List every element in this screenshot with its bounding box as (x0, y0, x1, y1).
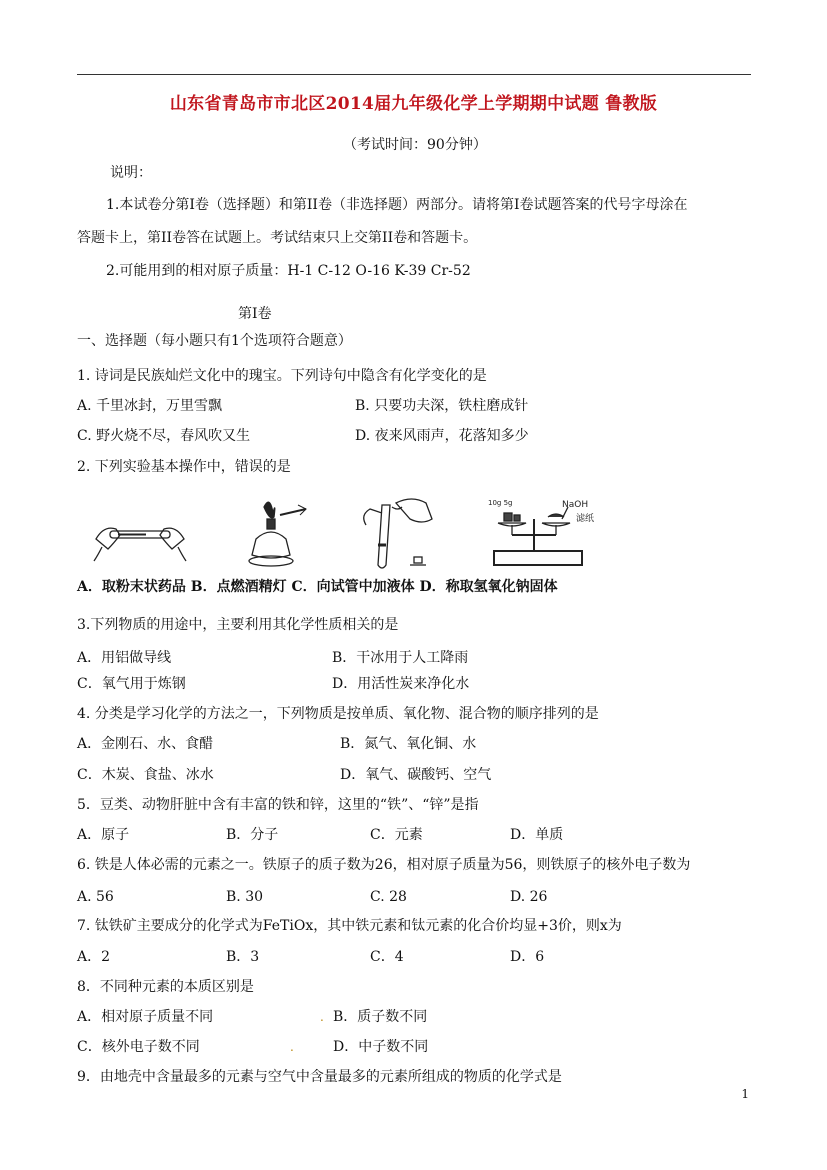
q8-option-d: D．中子数不同 (333, 1039, 429, 1055)
filter-paper-label: 滤纸 (576, 514, 595, 524)
document-title: 山东省青岛市市北区2014届九年级化学上学期期中试题 鲁教版 (169, 94, 658, 114)
question-7-stem: 7. 钛铁矿主要成分的化学式为FeTiOx，其中铁元素和钛元素的化合价均显+3价，则x为 (77, 918, 622, 934)
q7-option-a: A．2 (77, 949, 111, 965)
question-3-stem: 3.下列物质的用途中，主要利用其化学性质相关的是 (77, 617, 399, 633)
stray-mark: . (290, 1040, 294, 1054)
stray-mark: . (320, 1010, 324, 1024)
naoh-label: NaOH (562, 500, 589, 510)
q4-option-a: A．金刚石、水、食醋 (77, 736, 214, 752)
question-4-stem: 4. 分类是学习化学的方法之一，下列物质是按单质、氧化物、混合物的顺序排列的是 (77, 706, 599, 722)
q3-option-b: B．干冰用于人工降雨 (332, 650, 469, 666)
q7-option-c: C．4 (370, 949, 404, 965)
q8-option-c: C．核外电子数不同 (77, 1039, 200, 1055)
q4-option-c: C．木炭、食盐、冰水 (77, 767, 214, 783)
q4-option-b: B．氮气、氧化铜、水 (340, 736, 477, 752)
q6-option-b: B. 30 (226, 889, 264, 905)
q8-option-a: A．相对原子质量不同 (77, 1009, 214, 1025)
q5-option-a: A．原子 (77, 827, 130, 843)
q4-option-d: D．氧气、碳酸钙、空气 (340, 767, 492, 783)
question-8-stem: 8．不同种元素的本质区别是 (77, 979, 254, 995)
header-rule (77, 74, 751, 75)
q7-option-d: D．6 (510, 949, 545, 965)
instruction-2: 2.可能用到的相对原子质量：H-1 C-12 O-16 K-39 Cr-52 (106, 263, 471, 279)
test-tube-pouring-figure (352, 495, 442, 573)
section-heading: 一、选择题（每小题只有1个选项符合题意） (77, 333, 352, 349)
instructions-label: 说明： (110, 165, 152, 181)
q5-option-d: D．单质 (510, 827, 564, 843)
question-6-stem: 6. 铁是人体必需的元素之一。铁原子的质子数为26，相对原子质量为56，则铁原子的核外电子数为 (77, 857, 691, 873)
q7-option-b: B．3 (226, 949, 260, 965)
weights-label: 10g 5g (488, 499, 513, 507)
powder-sampling-figure (90, 495, 190, 573)
question-5-stem: 5．豆类、动物肝脏中含有丰富的铁和锌，这里的“铁”、“锌”是指 (77, 797, 479, 813)
balance-weighing-figure (484, 495, 604, 573)
q1-option-c: C. 野火烧不尽，春风吹又生 (77, 428, 251, 444)
q3-option-d: D．用活性炭来净化水 (332, 676, 470, 692)
q3-option-a: A．用铝做导线 (77, 650, 172, 666)
question-1-stem: 1. 诗词是民族灿烂文化中的瑰宝。下列诗句中隐含有化学变化的是 (77, 368, 487, 384)
alcohol-lamp-figure (240, 495, 310, 573)
part-heading: 第Ⅰ卷 (238, 306, 272, 322)
q6-option-d: D. 26 (510, 889, 548, 905)
q1-option-d: D. 夜来风雨声，花落知多少 (355, 428, 529, 444)
q6-option-a: A. 56 (77, 889, 114, 905)
q6-option-c: C. 28 (370, 889, 407, 905)
q3-option-c: C．氧气用于炼钢 (77, 676, 186, 692)
instruction-1: 1.本试卷分第Ⅰ卷（选择题）和第II卷（非选择题）两部分。请将第Ⅰ卷试题答案的代号字母涂在 (106, 197, 688, 213)
q1-option-a: A. 千里冰封，万里雪飘 (77, 398, 223, 414)
q5-option-b: B．分子 (226, 827, 279, 843)
instruction-1-cont: 答题卡上，第II卷答在试题上。考试结束只上交第II卷和答题卡。 (77, 230, 478, 246)
question-2-stem: 2. 下列实验基本操作中，错误的是 (77, 459, 291, 475)
exam-time: （考试时间：90分钟） (343, 137, 487, 153)
q8-option-b: B．质子数不同 (333, 1009, 428, 1025)
q5-option-c: C．元素 (370, 827, 423, 843)
question-9-stem: 9．由地壳中含量最多的元素与空气中含量最多的元素所组成的物质的化学式是 (77, 1069, 562, 1085)
q1-option-b: B. 只要功夫深，铁柱磨成针 (355, 398, 529, 414)
q2-figure-options: A．取粉末状药品 B．点燃酒精灯 C．向试管中加液体 D．称取氢氧化钠固体 (77, 579, 558, 595)
page-number: 1 (741, 1087, 749, 1101)
